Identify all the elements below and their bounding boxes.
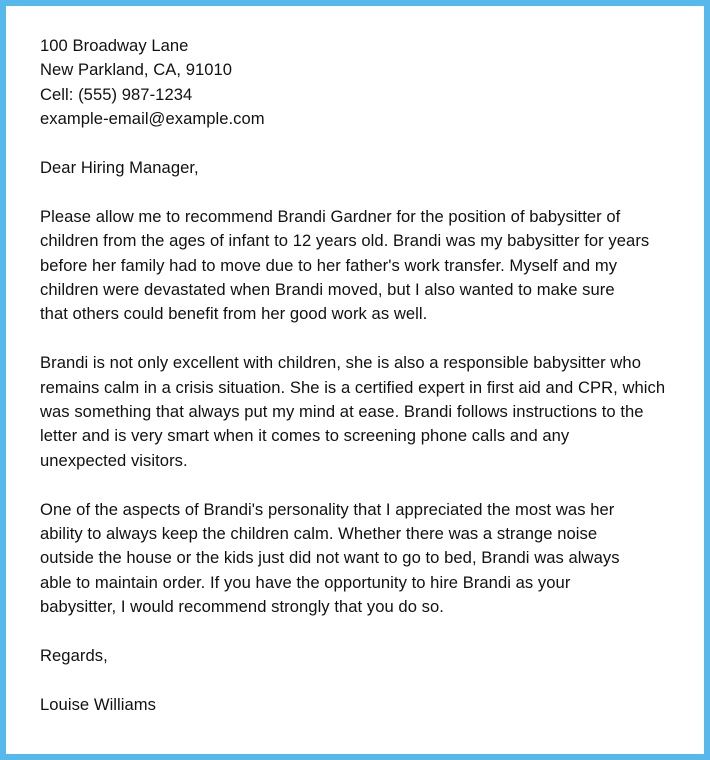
spacer xyxy=(40,668,695,692)
paragraph-line: children from the ages of infant to 12 years old. Brandi was my babysitter for years xyxy=(40,231,650,251)
paragraph-line: children were devastated when Brandi moved, but I also wanted to make sure xyxy=(40,280,615,300)
paragraph-2 xyxy=(40,351,695,473)
paragraph-line: babysitter, I would recommend strongly that you do so. xyxy=(40,597,444,617)
paragraph-line: letter and is very smart when it comes to screening phone calls and any xyxy=(40,426,570,446)
address-email: example-email@example.com xyxy=(40,109,265,129)
address-street: 100 Broadway Lane xyxy=(40,36,189,55)
spacer xyxy=(40,327,695,351)
spacer xyxy=(40,473,695,497)
paragraph-line: outside the house or the kids just did not want to go to bed, Brandi was always xyxy=(40,548,620,568)
signature-name: Louise Williams xyxy=(40,694,157,714)
paragraph-line: unexpected visitors. xyxy=(40,450,188,470)
address-cell: Cell: (555) 987-1234 xyxy=(40,84,193,104)
paragraph-line: ability to always keep the children calm. Whether there was a strange noise xyxy=(40,524,598,544)
paragraph-line: Please allow me to recommend Brandi Gardner for the position of babysitter of xyxy=(40,206,621,226)
paragraph-line: One of the aspects of Brandi's personality that I appreciated the most was her xyxy=(40,499,615,519)
letter-body xyxy=(40,34,695,717)
closing: Regards, xyxy=(40,646,108,666)
paragraph-3 xyxy=(40,498,695,620)
paragraph-line: was something that always put my mind at ease. Brandi follows instructions to the xyxy=(40,402,644,422)
salutation: Dear Hiring Manager, xyxy=(40,158,199,178)
paragraph-line: that others could benefit from her good work as well. xyxy=(40,304,428,324)
paragraph-1 xyxy=(40,205,695,327)
paragraph-line: able to maintain order. If you have the opportunity to hire Brandi as your xyxy=(40,572,571,592)
paragraph-line: remains calm in a crisis situation. She is a certified expert in first aid and CPR, which xyxy=(40,377,666,397)
spacer xyxy=(40,132,695,156)
paragraph-line: Brandi is not only excellent with children, she is also a responsible babysitter who xyxy=(40,353,641,373)
paragraph-line: before her family had to move due to her father's work transfer. Myself and my xyxy=(40,255,618,275)
spacer xyxy=(40,620,695,644)
sender-address-block xyxy=(40,34,695,132)
address-city: New Parkland, CA, 91010 xyxy=(40,60,233,80)
spacer xyxy=(40,180,695,204)
